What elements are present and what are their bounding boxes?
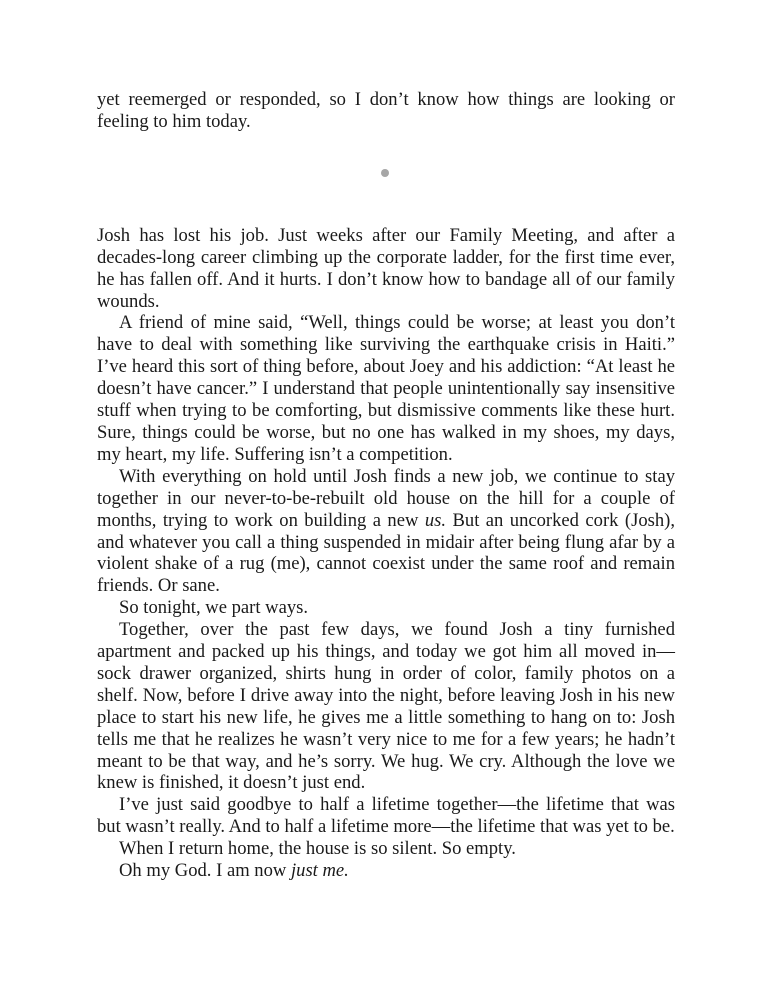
- text-segment: But an uncorked cork (Josh), and whatever you call a thing suspended in midair after being flung afar by a violent shake of a rug (me), cannot coexist under the same roof and remain friends. Or sane.: [97, 509, 675, 597]
- text-segment: When I return home, the house is so silent. So empty.: [119, 838, 516, 860]
- dot-ornament-icon: [381, 169, 389, 177]
- text-segment: So tonight, we part ways.: [119, 597, 309, 619]
- paragraph: [97, 597, 675, 619]
- italic-text: just me.: [290, 860, 349, 882]
- text-segment: I’ve just said goodbye to half a lifetime together—the lifetime that was but wasn’t really. And to half a lifetime more—the lifetime that was yet to be.: [97, 794, 675, 838]
- paragraph: [97, 225, 675, 313]
- paragraph: [97, 838, 675, 860]
- text-segment: With everything on hold until Josh finds a new job, we continue to stay together in our never-to-be-rebuilt old house on the hill for a couple of months, trying to work on building a new: [97, 465, 675, 531]
- paragraph: [97, 860, 675, 882]
- paragraph-continued: yet reemerged or responded, so I don’t know how things are looking or feeling to him today.: [97, 89, 675, 132]
- italic-text: us.: [424, 509, 447, 531]
- paragraph: [97, 619, 675, 794]
- text-segment: Josh has lost his job. Just weeks after our Family Meeting, and after a decades-long career climbing up the corporate ladder, for the first time ever, he has fallen off. And it hurts. I don’t know how to bandage all of our family wounds.: [97, 224, 675, 312]
- paragraph: [97, 466, 675, 597]
- text-segment: A friend of mine said, “Well, things could be worse; at least you don’t have to deal with something like surviving the earthquake crisis in Haiti.” I’ve heard this sort of thing before, about Joey and his addiction: “At least he doesn’t have cancer.” I understand that people unintentionally say insensitive stuff when trying to be comforting, but dismissive comments like these hurt. Sure, things could be worse, but no one has walked in my shoes, my days, my heart, my life. Suffering isn’t a competition.: [97, 312, 675, 465]
- section-break: [97, 133, 675, 225]
- text-segment: Together, over the past few days, we found Josh a tiny furnished apartment and packed up his things, and today we got him all moved in—sock drawer organized, shirts hung in order of color, family photos on a shelf. Now, before I drive away into the night, before leaving Josh in his new place to start his new life, he gives me a little something to hang on to: Josh tells me that he realizes he wasn’t very nice to me for a few years; he hadn’t meant to be that way, and he’s sorry. We hug. We cry. Although the love we knew is finished, it doesn’t just end.: [97, 619, 675, 794]
- body-text: [97, 225, 675, 882]
- book-page: [97, 89, 675, 882]
- text-segment: Oh my God. I am now: [119, 860, 291, 882]
- paragraph: [97, 312, 675, 465]
- paragraph: [97, 794, 675, 838]
